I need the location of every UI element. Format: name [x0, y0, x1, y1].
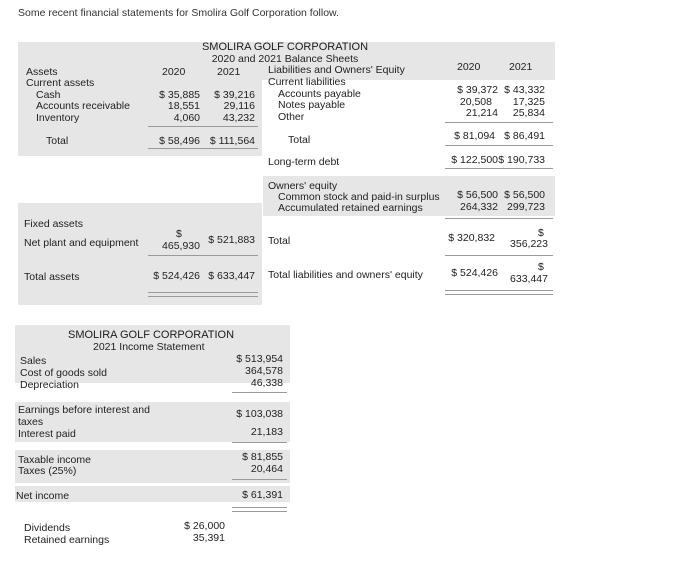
divider [148, 126, 258, 127]
dividends-value: $ 26,000 [184, 520, 225, 532]
np-2020: 20,508 [459, 96, 492, 108]
net-income-value: $ 61,391 [242, 489, 283, 501]
intro-text: Some recent financial statements for Smolira Golf Corporation follow. [18, 7, 339, 19]
divider [148, 148, 258, 149]
ar-label: Accounts receivable [36, 100, 130, 112]
cash-label: Cash [36, 89, 61, 101]
balance-sheet-title: SMOLIRA GOLF CORPORATION [201, 41, 369, 53]
current-liabilities-label: Current liabilities [268, 76, 346, 88]
dividends-label: Dividends [24, 522, 71, 534]
divider [445, 168, 553, 169]
assets-header: Assets [26, 66, 58, 78]
current-liabilities-total-2021: $ 86,491 [504, 130, 545, 142]
current-assets-total-2020: $ 58,496 [159, 135, 200, 147]
owners-equity-total-2021-symbol: $ [538, 227, 544, 239]
year-2020-right: 2020 [457, 61, 481, 73]
ltd-label: Long-term debt [268, 156, 340, 168]
current-assets-total-2021: $ 111,564 [209, 135, 255, 147]
ar-2021: 29,116 [223, 100, 255, 112]
fixed-assets-label: Fixed assets [24, 218, 83, 230]
cogs-label: Cost of goods sold [20, 367, 107, 379]
common-stock-2020: $ 56,500 [457, 189, 498, 201]
taxes-value: 20,464 [250, 463, 283, 475]
interest-value: 21,183 [250, 426, 283, 438]
common-stock-label: Common stock and paid-in surplus [278, 191, 440, 203]
total-liabilities-equity-label: Total liabilities and owners' equity [268, 269, 423, 281]
double-underline [445, 290, 553, 291]
other-2020: 21,214 [465, 107, 498, 119]
current-assets-label: Current assets [26, 77, 95, 89]
ebit-label-line1: Earnings before interest and [18, 404, 150, 416]
total-liabilities-equity-2020: $ 524,426 [451, 267, 498, 279]
ltd-2020: $ 122,500 [451, 154, 498, 166]
depreciation-value: 46,338 [250, 377, 283, 389]
total-liabilities-equity-2021-symbol: $ [538, 261, 544, 273]
cash-2021: $ 39,216 [214, 89, 255, 101]
balance-sheet-subtitle: 2020 and 2021 Balance Sheets [211, 53, 359, 65]
retained-earnings-2020: 264,332 [460, 201, 498, 213]
np-label: Notes payable [278, 99, 346, 111]
ebit-label-line2: taxes [18, 416, 44, 428]
divider [445, 145, 553, 146]
divider [445, 218, 553, 219]
divider [232, 442, 287, 443]
ltd-2021: $ 190,733 [498, 154, 545, 166]
npe-2020: 465,930 [162, 240, 200, 252]
retained-earnings-label: Accumulated retained earnings [278, 202, 423, 214]
owners-equity-total-2021: 356,223 [510, 238, 548, 250]
retained-earnings-2021: 299,723 [507, 201, 545, 213]
inventory-2021: 43,232 [222, 112, 255, 124]
total-assets-2021: $ 633,447 [208, 270, 255, 282]
current-assets-total-label: Total [46, 135, 69, 147]
divider [148, 255, 258, 256]
double-underline [232, 511, 287, 512]
owners-equity-label: Owners' equity [268, 180, 338, 192]
taxable-income-label: Taxable income [18, 454, 91, 466]
double-underline [148, 292, 258, 293]
interest-label: Interest paid [18, 428, 76, 440]
retained-earnings-is-value: 35,391 [192, 532, 225, 544]
sales-value: $ 513,954 [236, 353, 283, 365]
divider [232, 392, 287, 393]
divider [232, 479, 287, 480]
cash-2020: $ 35,885 [159, 89, 200, 101]
common-stock-2021: $ 56,500 [504, 189, 545, 201]
current-liabilities-total-2020: $ 81,094 [454, 130, 495, 142]
inventory-2020: 4,060 [173, 112, 200, 124]
retained-earnings-is-label: Retained earnings [24, 534, 110, 546]
npe-2021: $ 521,883 [208, 234, 255, 246]
income-statement-title: SMOLIRA GOLF CORPORATION [68, 329, 235, 341]
current-liabilities-total-label: Total [288, 134, 311, 146]
taxes-label: Taxes (25%) [18, 465, 77, 477]
double-underline [232, 507, 287, 508]
other-label: Other [278, 111, 305, 123]
divider [445, 255, 553, 256]
total-liabilities-equity-2021: 633,447 [510, 273, 548, 285]
double-underline [445, 294, 553, 295]
income-statement-subtitle: 2021 Income Statement [93, 341, 205, 353]
ap-2021: $ 43,332 [504, 84, 545, 96]
total-assets-label: Total assets [24, 271, 80, 283]
year-2020-left: 2020 [162, 66, 186, 78]
inventory-label: Inventory [36, 112, 80, 124]
liabilities-header: Liabilities and Owners' Equity [268, 64, 405, 76]
year-2021-right: 2021 [509, 61, 533, 73]
npe-label: Net plant and equipment [24, 237, 139, 249]
owners-equity-total-label: Total [268, 235, 291, 247]
ar-2020: 18,551 [167, 100, 200, 112]
cogs-value: 364,578 [245, 365, 283, 377]
net-income-label: Net income [16, 490, 70, 502]
np-2021: 17,325 [512, 96, 545, 108]
total-assets-2020: $ 524,426 [153, 270, 200, 282]
npe-2020-symbol: $ [176, 228, 182, 240]
sales-label: Sales [20, 355, 47, 367]
ap-2020: $ 39,372 [457, 84, 498, 96]
taxable-income-value: $ 81,855 [242, 451, 283, 463]
year-2021-left: 2021 [217, 66, 241, 78]
owners-equity-total-2020: $ 320,832 [448, 232, 495, 244]
ebit-value: $ 103,038 [236, 408, 283, 420]
divider [445, 122, 553, 123]
other-2021: 25,834 [512, 107, 545, 119]
double-underline [148, 296, 258, 297]
depreciation-label: Depreciation [20, 379, 79, 391]
ap-label: Accounts payable [278, 88, 361, 100]
